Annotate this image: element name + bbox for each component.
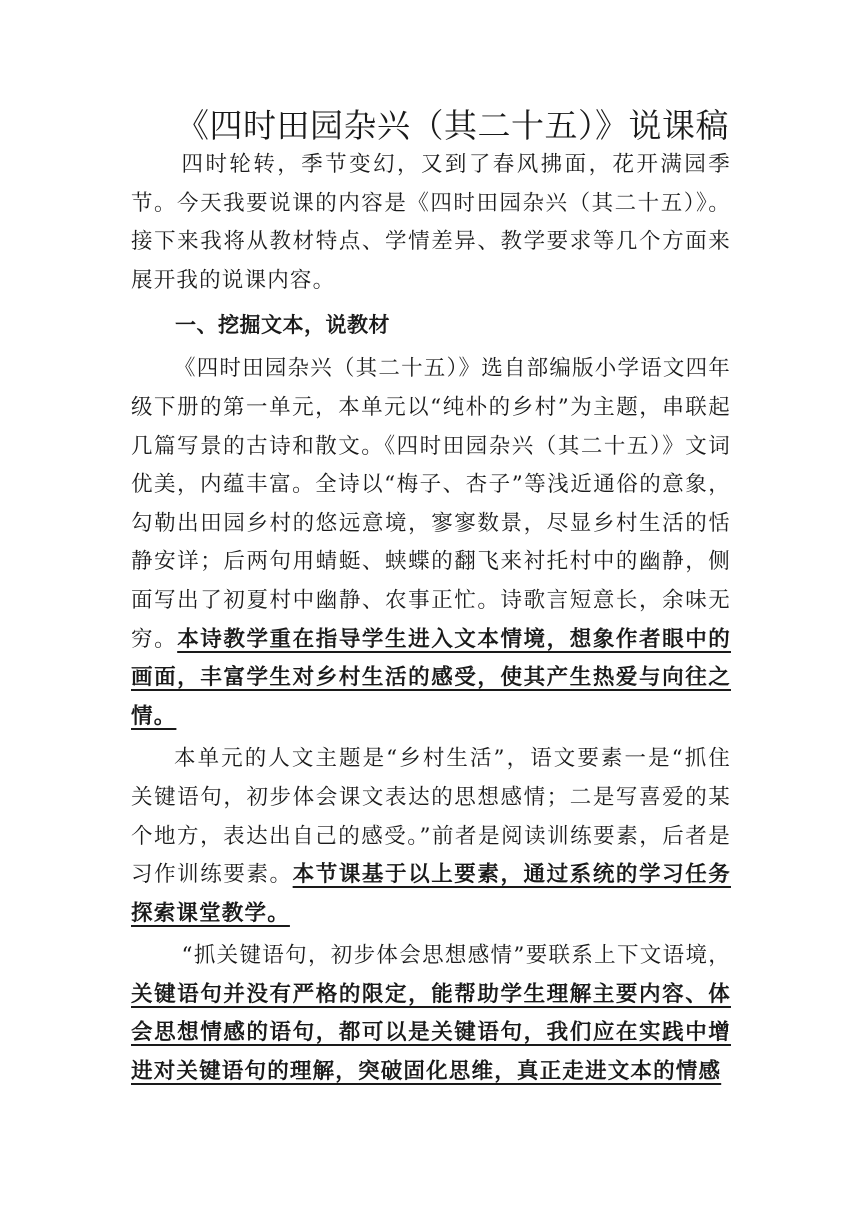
theme-paragraph [131, 740, 731, 933]
emphasis-underline: 本节课基于以上要素，通过系统的学习任务探索课堂教学。 [131, 862, 731, 926]
document-title: 《四时田园杂兴（其二十五）》说课稿 [176, 106, 729, 145]
paragraph-text: 《四时田园杂兴（其二十五）》选自部编版小学语文四年级下册的第一单元，本单元以“纯朴的乡村”为主题，串联起几篇写景的古诗和散文。《四时田园杂兴（其二十五）》文词优美，内蕴丰富。全诗以“梅子、杏子”等浅近通俗的意象，勾勒出田园乡村的悠远意境，寥寥数景，尽显乡村生活的恬静安详；后两句用蜻蜓、蛱蝶的翻飞来衬托村中的幽静，侧面写出了初夏村中幽静、农事正忙。诗歌言短意长，余味无穷。 [131, 356, 731, 652]
key-sentence-paragraph [131, 937, 731, 1091]
section-heading: 一、挖掘文本，说教材 [175, 313, 390, 338]
intro-paragraph: 四时轮转，季节变幻，又到了春风拂面，花开满园季节。今天我要说课的内容是《四时田园杂兴（其二十五）》。接下来我将从教材特点、学情差异、教学要求等几个方面来展开我的说课内容。 [131, 152, 731, 293]
emphasis-underline: 本诗教学重在指导学生进入文本情境，想象作者眼中的画面，丰富学生对乡村生活的感受，使其产生热爱与向往之情。 [131, 626, 731, 729]
textbook-paragraph [131, 350, 731, 736]
document-body [131, 146, 731, 1092]
paragraph-text: 本单元的人文主题是“乡村生活”，语文要素一是“抓住关键语句，初步体会课文表达的思想感情；二是写喜爱的某个地方，表达出自己的感受。”前者是阅读训练要素，后者是习作训练要素。 [131, 746, 731, 888]
paragraph-text: “抓关键语句，初步体会思想感情”要联系上下文语境， [181, 943, 731, 969]
emphasis-underline: 关键语句并没有严格的限定，能帮助学生理解主要内容、体会思想情感的语句，都可以是关键语句，我们应在实践中增进对关键语句的理解，突破固化思维，真正走进文本的情感 [131, 981, 731, 1085]
